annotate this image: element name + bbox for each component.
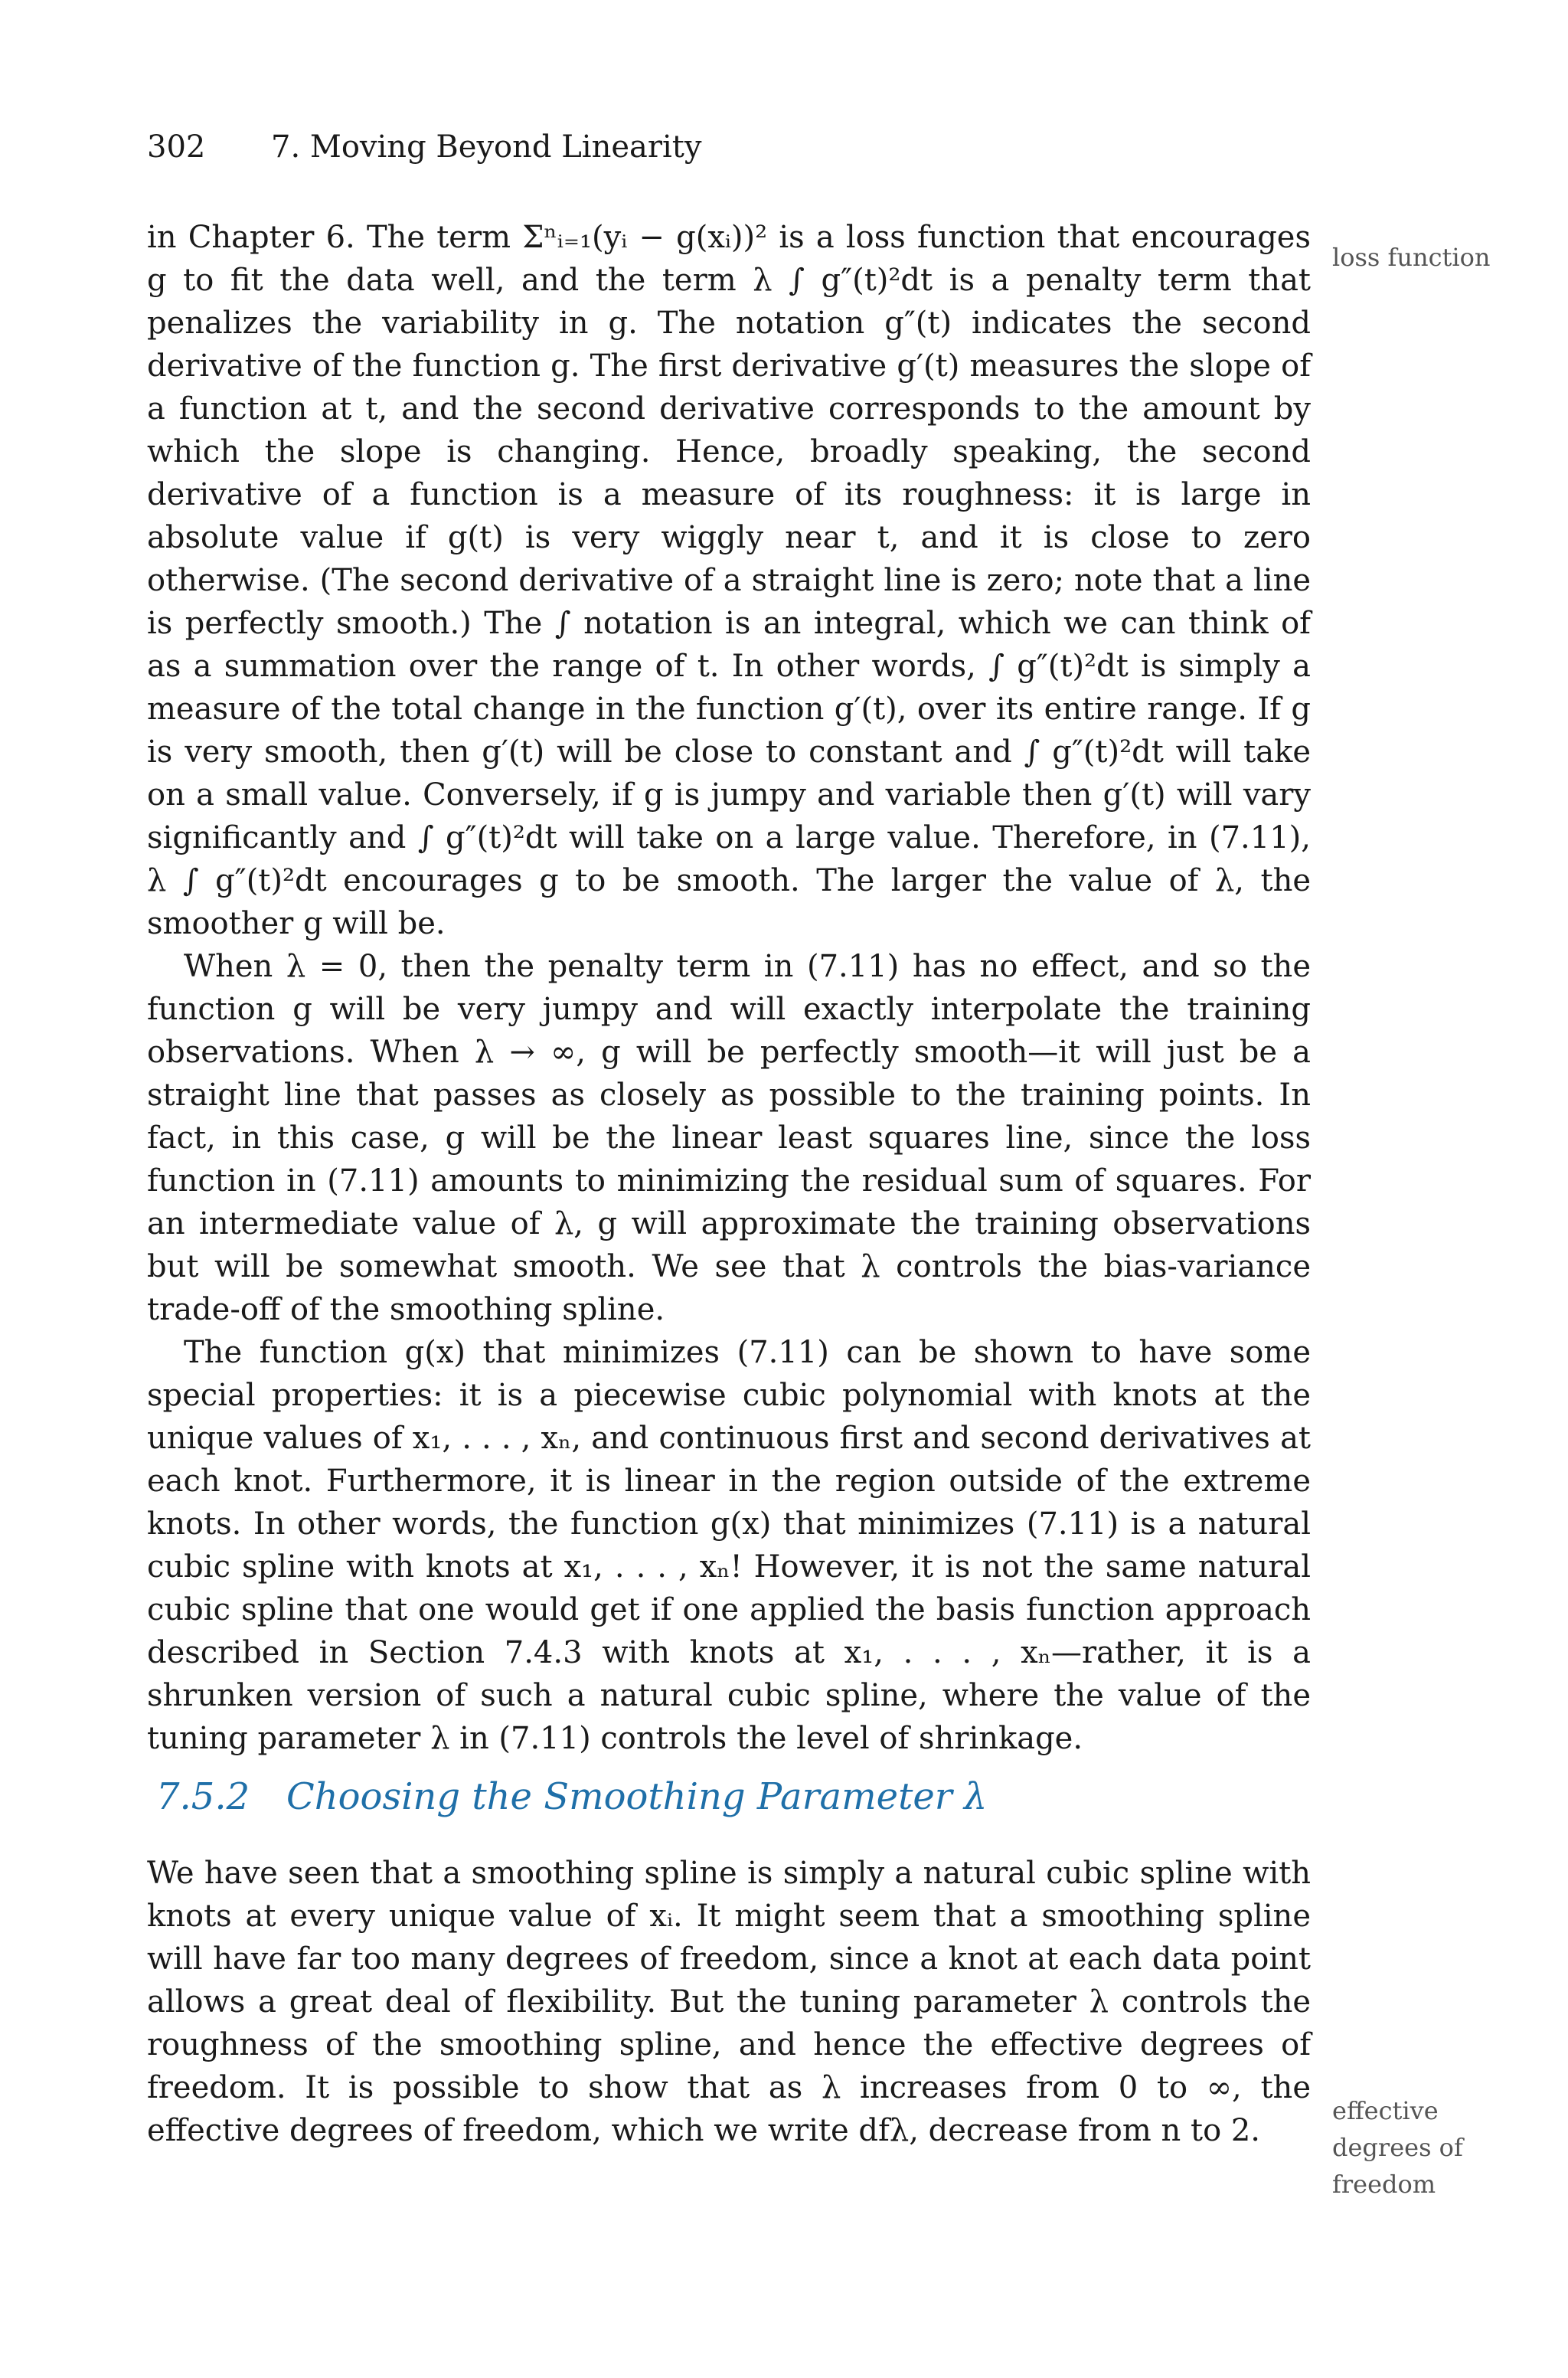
paragraph-4: We have seen that a smoothing spline is simply a natural cubic spline with knots at every unique value of xᵢ. It might seem that a smoothing spline will have far too many degrees of freedom, since a knot at each data point allows a great deal of flexibility. But the tuning parameter λ controls the roughness of the smoothing spline, and hence the effective degrees of freedom. It is possible to show that as λ increases from 0 to ∞, the effective degrees of freedom, which we write dfλ, decrease from n to 2.: [147, 1856, 1311, 2148]
body-text-lower: [147, 1852, 1311, 2152]
margin-note-effective-dof: effective degrees of freedom: [1332, 2096, 1463, 2199]
paragraph-1: in Chapter 6. The term Σⁿᵢ₌₁(yᵢ − g(xᵢ))² is a loss function that encourages g to fit the data well, and the term λ ∫ g″(t)²dt is a penalty term that penalizes the variability in g. The notation g″(t) indicates the second derivative of the function g. The first derivative g′(t) measures the slope of a function at t, and the second derivative corresponds to the amount by which the slope is changing. Hence, broadly speaking, the second derivative of a function is a measure of its roughness: it is large in absolute value if g(t) is very wiggly near t, and it is close to zero otherwise. (The second derivative of a straight line is zero; note that a line is perfectly smooth.) The ∫ notation is an integral, which we can think of as a summation over the range of t. In other words, ∫ g″(t)²dt is simply a measure of the total change in the function g′(t), over its entire range. If g is very smooth, then g′(t) will be close to constant and ∫ g″(t)²dt will take on a small value. Conversely, if g is jumpy and variable then g′(t) will vary significantly and ∫ g″(t)²dt will take on a large value. Therefore, in (7.11), λ ∫ g″(t)²dt encourages g to be smooth. The larger the value of λ, the smoother g will be.: [147, 220, 1311, 941]
running-header: [147, 129, 701, 165]
section-number: 7.5.2: [156, 1775, 250, 1818]
page-number: 302: [147, 129, 206, 165]
body-text-upper: [147, 216, 1311, 1760]
margin-note-loss-function: loss function: [1332, 243, 1491, 272]
section-heading: [156, 1774, 987, 1820]
section-title: Choosing the Smoothing Parameter λ: [286, 1775, 988, 1818]
paragraph-2: When λ = 0, then the penalty term in (7.11) has no effect, and so the function g will be very jumpy and will exactly interpolate the training observations. When λ → ∞, g will be perfectly smooth—it will just be a straight line that passes as closely as possible to the training points. In fact, in this case, g will be the linear least squares line, since the loss function in (7.11) amounts to minimizing the residual sum of squares. For an intermediate value of λ, g will approximate the training observations but will be somewhat smooth. We see that λ controls the bias-variance trade-off of the smoothing spline.: [147, 949, 1311, 1327]
chapter-title: 7. Moving Beyond Linearity: [271, 129, 702, 165]
paragraph-3: The function g(x) that minimizes (7.11) can be shown to have some special properties: it is a piecewise cubic polynomial with knots at the unique values of x₁, . . . , xₙ, and continuous first and second derivatives at each knot. Furthermore, it is linear in the region outside of the extreme knots. In other words, the function g(x) that minimizes (7.11) is a natural cubic spline with knots at x₁, . . . , xₙ! However, it is not the same natural cubic spline that one would get if one applied the basis function approach described in Section 7.4.3 with knots at x₁, . . . , xₙ—rather, it is a shrunken version of such a natural cubic spline, where the value of the tuning parameter λ in (7.11) controls the level of shrinkage.: [147, 1335, 1311, 1756]
